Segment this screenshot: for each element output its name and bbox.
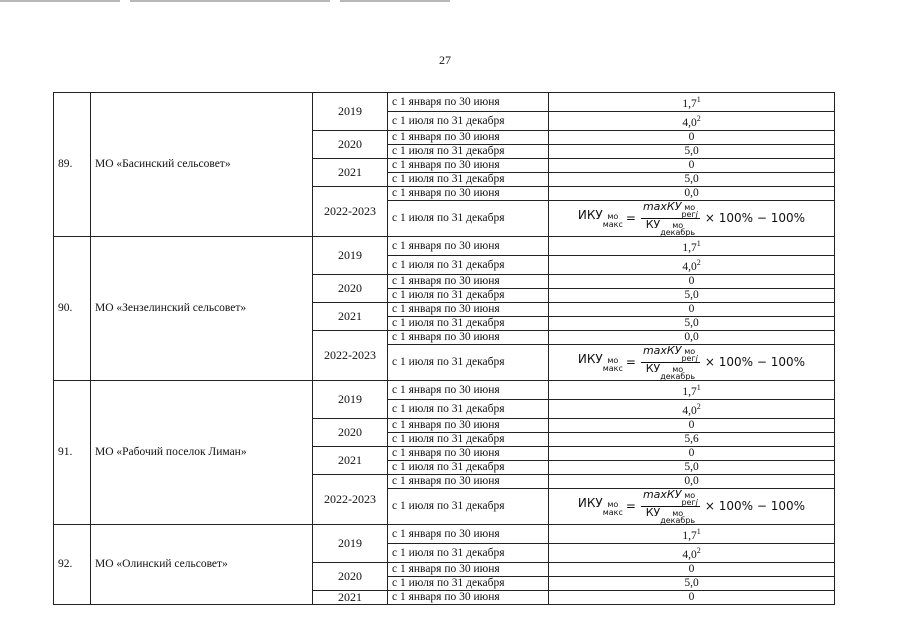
year-cell: 2021 [313,303,388,331]
index-value-cell [549,544,835,563]
index-value: 5,0 [684,461,699,473]
year-cell: 2020 [313,131,388,159]
index-value-cell [549,93,835,112]
index-value: 5,6 [684,433,699,445]
year-cell: 2019 [313,381,388,419]
footnote-marker: 1 [696,383,701,392]
table-row [54,237,835,256]
period-cell: с 1 июля по 31 декабря [388,317,549,331]
period-cell: с 1 июля по 31 декабря [388,489,549,525]
index-value: 0 [688,591,695,603]
formula-fraction [641,489,700,524]
footnote-marker: 2 [696,546,701,555]
period-cell: с 1 января по 30 июня [388,303,549,317]
formula-den-scripts [660,366,695,380]
index-value-cell [549,345,835,381]
formula-num-main: maxКУ [642,344,682,357]
period-cell: с 1 июля по 31 декабря [388,544,549,563]
formula-lhs [578,209,623,229]
formula-tail: × 100% − 100% [704,499,806,513]
table-row [54,93,835,112]
index-value-cell [549,317,835,331]
year-cell: 2021 [313,447,388,475]
period-cell: с 1 января по 30 июня [388,275,549,289]
period-cell: с 1 января по 30 июня [388,525,549,544]
period-cell: с 1 июля по 31 декабря [388,289,549,303]
formula-num-sub: рег [681,354,696,363]
row-number: 90. [54,237,91,381]
page-number: 27 [439,53,451,67]
index-value: 1,7 [682,242,697,254]
formula-equals: = [625,211,636,225]
index-value-cell [549,159,835,173]
table-row [54,381,835,400]
index-value-cell [549,275,835,289]
period-cell: с 1 января по 30 июня [388,131,549,145]
formula-tail: × 100% − 100% [704,211,806,225]
index-value-cell [549,461,835,475]
year-cell: 2020 [313,563,388,591]
formula-lhs-text: ИКУ [577,207,603,222]
formula-num-sub-wrap [681,211,697,218]
year-cell: 2021 [313,159,388,187]
index-value-cell [549,525,835,544]
formula-tail: × 100% − 100% [704,355,806,369]
period-cell: с 1 января по 30 июня [388,187,549,201]
formula-lhs-scripts [603,501,623,517]
formula-den-sub: декабрь [660,372,696,381]
index-value: 5,0 [684,173,699,185]
row-number: 92. [54,525,91,605]
formula-num-sup: мо [684,491,696,500]
index-value-cell [549,303,835,317]
municipality-name: МО «Рабочий поселок Лиман» [91,381,313,525]
index-value-cell [549,591,835,605]
index-value: 5,0 [684,577,699,589]
formula-lhs [578,353,623,373]
formula-expression [578,345,805,380]
index-value: 0,0 [684,331,699,343]
formula-fraction [641,201,700,236]
formula-den-scripts [660,222,695,236]
index-value-cell [549,381,835,400]
tariff-index-table [53,92,835,605]
index-value: 4,0 [682,405,697,417]
table-row [54,525,835,544]
index-value: 0 [688,303,695,315]
index-value: 0 [688,131,695,143]
year-cell: 2022-2023 [313,475,388,525]
footnote-marker: 1 [696,527,701,536]
formula-den-main: КУ [645,218,661,231]
index-value: 1,7 [682,530,697,542]
index-value: 0,0 [684,475,699,487]
formula-num-sup: мо [684,347,696,356]
index-value: 5,0 [684,145,699,157]
formula-num-scripts [681,492,697,506]
index-value-cell [549,563,835,577]
index-value-cell [549,475,835,489]
index-value: 4,0 [682,117,697,129]
formula-num-sup: мо [684,203,696,212]
period-cell: с 1 июля по 31 декабря [388,173,549,187]
formula-lhs-sub: макс [602,219,623,229]
formula-lhs [578,497,623,517]
index-value-cell [549,173,835,187]
year-cell: 2019 [313,237,388,275]
index-value-cell [549,237,835,256]
period-cell: с 1 июля по 31 декабря [388,345,549,381]
formula-expression [578,201,805,236]
period-cell: с 1 июля по 31 декабря [388,201,549,237]
period-cell: с 1 января по 30 июня [388,331,549,345]
index-value-cell [549,201,835,237]
index-value-cell [549,289,835,303]
formula-lhs-sub: макс [602,363,623,373]
formula-lhs-text: ИКУ [577,351,603,366]
row-number: 89. [54,93,91,237]
period-cell: с 1 января по 30 июня [388,419,549,433]
index-value-cell [549,112,835,131]
formula-den-scripts [660,510,695,524]
formula-numerator [641,489,700,507]
footnote-marker: 2 [696,402,701,411]
year-cell: 2020 [313,275,388,303]
formula-num-sub: рег [681,210,696,219]
index-value: 5,0 [684,289,699,301]
formula-num-sub-wrap [681,355,697,362]
index-value-cell [549,145,835,159]
index-value: 0 [688,275,695,287]
formula-den-sup: мо [672,509,684,518]
index-value-cell [549,256,835,275]
footnote-marker: 1 [696,239,701,248]
formula-num-sub-index: j [695,354,698,363]
formula-lhs-sub: макс [602,507,623,517]
index-value: 1,7 [682,98,697,110]
index-value-cell [549,433,835,447]
index-value-cell [549,419,835,433]
index-value-cell [549,187,835,201]
formula-den-sup: мо [672,365,684,374]
index-value: 0,0 [684,187,699,199]
formula-denominator [644,219,697,236]
period-cell: с 1 июля по 31 декабря [388,256,549,275]
footnote-marker: 2 [696,114,701,123]
municipality-name: МО «Олинский сельсовет» [91,525,313,605]
period-cell: с 1 января по 30 июня [388,93,549,112]
index-value-cell [549,447,835,461]
index-value-cell [549,131,835,145]
period-cell: с 1 июля по 31 декабря [388,577,549,591]
period-cell: с 1 июля по 31 декабря [388,145,549,159]
index-value-cell [549,489,835,525]
year-cell: 2022-2023 [313,331,388,381]
index-value: 0 [688,563,695,575]
period-cell: с 1 июля по 31 декабря [388,433,549,447]
period-cell: с 1 июля по 31 декабря [388,112,549,131]
formula-numerator [641,201,700,219]
index-value-cell [549,400,835,419]
period-cell: с 1 января по 30 июня [388,563,549,577]
formula-lhs-sup: мо [607,355,619,365]
footnote-marker: 2 [696,258,701,267]
formula-fraction [641,345,700,380]
year-cell: 2020 [313,419,388,447]
period-cell: с 1 июля по 31 декабря [388,400,549,419]
formula-den-main: КУ [645,506,661,519]
index-value-cell [549,331,835,345]
index-value: 0 [688,159,695,171]
period-cell: с 1 января по 30 июня [388,381,549,400]
formula-expression [578,489,805,524]
index-value-cell [549,577,835,591]
formula-equals: = [625,499,636,513]
formula-denominator [644,507,697,524]
formula-den-main: КУ [645,362,661,375]
formula-num-main: maxКУ [642,200,682,213]
formula-lhs-text: ИКУ [577,495,603,510]
index-value: 4,0 [682,261,697,273]
period-cell: с 1 января по 30 июня [388,591,549,605]
formula-num-sub-index: j [695,498,698,507]
formula-lhs-sup: мо [607,499,619,509]
formula-num-sub: рег [681,498,696,507]
year-cell: 2022-2023 [313,187,388,237]
year-cell: 2019 [313,93,388,131]
index-value: 0 [688,447,695,459]
formula-lhs-sup: мо [607,211,619,221]
municipality-name: МО «Басинский сельсовет» [91,93,313,237]
formula-num-sub-wrap [681,499,697,506]
scan-artifact-line [0,0,450,3]
formula-num-main: maxКУ [642,488,682,501]
formula-lhs-scripts [603,357,623,373]
period-cell: с 1 июля по 31 декабря [388,461,549,475]
period-cell: с 1 января по 30 июня [388,447,549,461]
year-cell: 2019 [313,525,388,563]
footnote-marker: 1 [696,95,701,104]
index-value: 0 [688,419,695,431]
formula-numerator [641,345,700,363]
formula-num-scripts [681,204,697,218]
formula-equals: = [625,355,636,369]
formula-lhs-scripts [603,213,623,229]
period-cell: с 1 января по 30 июня [388,237,549,256]
formula-den-sub: декабрь [660,516,696,525]
index-value: 5,0 [684,317,699,329]
formula-denominator [644,363,697,380]
index-value: 4,0 [682,549,697,561]
period-cell: с 1 января по 30 июня [388,475,549,489]
row-number: 91. [54,381,91,525]
municipality-name: МО «Зензелинский сельсовет» [91,237,313,381]
formula-den-sup: мо [672,221,684,230]
formula-den-sub: декабрь [660,228,696,237]
index-value: 1,7 [682,386,697,398]
period-cell: с 1 января по 30 июня [388,159,549,173]
year-cell: 2021 [313,591,388,605]
formula-num-sub-index: j [695,210,698,219]
formula-num-scripts [681,348,697,362]
